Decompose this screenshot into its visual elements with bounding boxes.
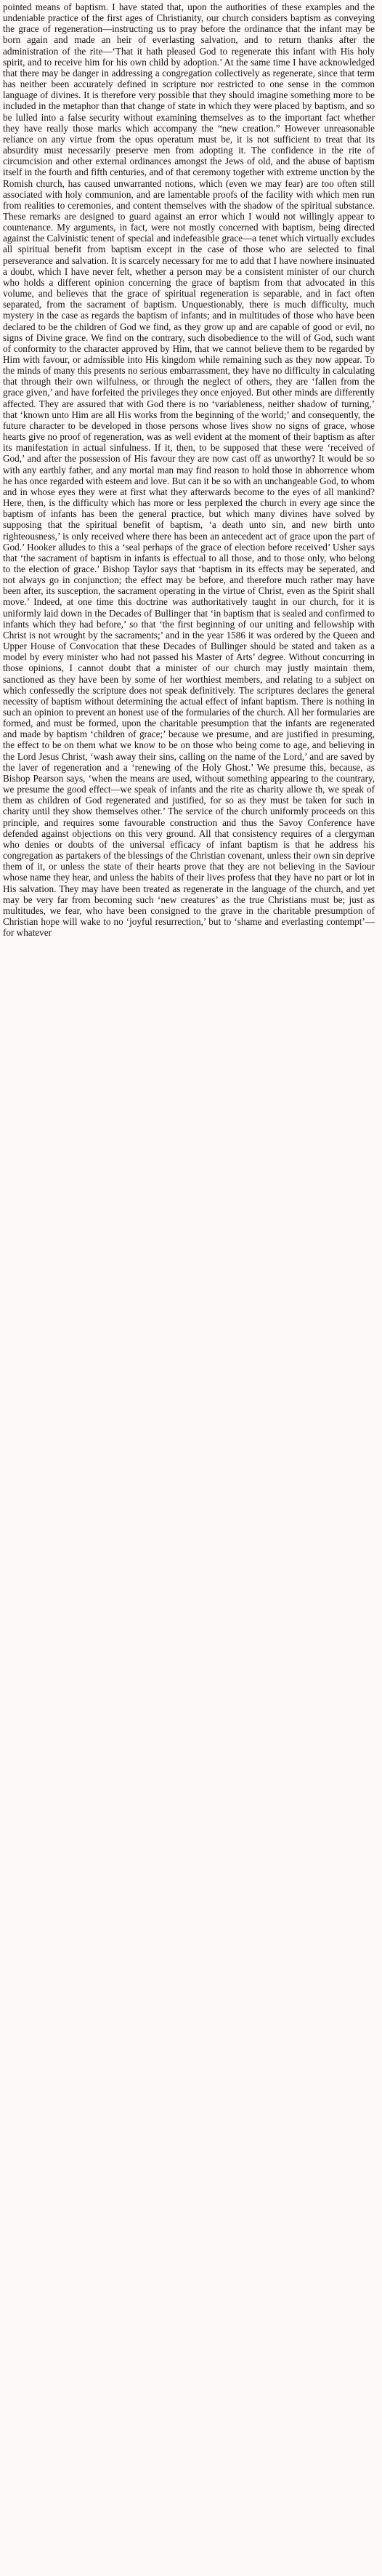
body-paragraph: pointed means of baptism. I have stated that, upon the authorities of these examples and the undeniable practice of the first ages of Christianity, our church considers baptism as conveying the grace of regeneration—instructing us to pray before the ordinance that the infant may be born again and made an heir of everlasting salvation, and to return thanks after the administration of the rite—‘That it hath pleased God to regenerate this infant with His holy spirit, and to receive him for his own child by adoption.’ At the same time I have acknowledged that there may be danger in addressing a congregation collectively as regenerate, since that term has neither been accurately defined in scripture nor restricted to one sense in the common language of divines. It is therefore very possible that they should imagine something more to be included in the metaphor than that change of state in which they were placed by baptism, and so be lulled into a false security without examining themselves as to the important fact whether they have really those marks which accompany the “new creation.” However unreasonable reliance on any virtue from the opus operatum must be, it is not sufficient to treat that its absurdity must necessarily preserve men from adopting it. The confidence in the rite of circumcision and other external ordinances amongst the Jews of old, and the abuse of baptism itself in the fourth and fifth centuries, and of that ceremony together with extreme unction by the Romish church, has caused unwarranted notions, which (even we may fear) are too often still associated with holy communion, and are lamentable proofs of the facility with which men run from realities to ceremonies, and content themselves with the shadow of the spiritual substance. These remarks are designed to guard against an error which I would not willingly appear to countenance. My arguments, in fact, were not mostly concerned with baptism, being directed against the Calvinistic tenent of special and indefeasible grace—a tenet which virtually excludes all spiritual benefit from baptism except in the case of those who are selected to final perseverance and salvation. It is scarcely necessary for me to add that I have nowhere insinuated a doubt, which I have never felt, whether a person may be a consistent minister of our church who holds a different opinion concerning the grace of baptism from that advocated in this volume, and believes that the grace of spiritual regeneration is separable, and in fact often separated, from the sacrament of baptism. Unquestionably, there is much difficulty, much mystery in the case as regards the baptism of infants; and in multitudes of those who have been declared to be the children of God we find, as they grow up and are capable of good or evil, no signs of Divine grace. We find on the contrary, such disobedience to the will of God, such want of conformity to the character approved by Him, that we cannot believe them to be regarded by Him with favour, or admissible into His kingdom while remaining such as they now appear. To the minds of many this presents no serious embarrassment, they have no difficulty in calculating that through their own wilfulness, or through the neglect of others, they are ‘fallen from the grace given,’ and have forfeited the privileges they once enjoyed. But other minds are differently affected. They are assured that with God there is no ‘variableness, neither shadow of turning,’ that ‘known unto Him are all His works from the beginning of the world;’ and consequently, the future character to be developed in those persons whose lives show no signs of grace, whose hearts give no proof of regeneration, was as well evident at the moment of their baptism as after its manifestation in actual sinfulness. If it, then, to be supposed that these were ‘received of God,’ and after the possession of His favour they are now cast off as unworthy? It would be so with any earthly father, and any mortal man may find reason to hold those in abhorrence whom he has once regarded with esteem and love. But can it be so with an unchangeable God, to whom and in whose eyes they were at first what they afterwards become to the eyes of all mankind? Here, then, is the difficulty which has more or less perplexed the church in every age since the baptism of infants has been the general practice, but which many divines have solved by supposing that the spiritual benefit of baptism, ‘a death unto sin, and new birth unto righteousness,’ is only received where there has been an antecedent act of grace upon the part of God.’ Hooker alludes to this a ‘seal perhaps of the grace of election before received’ Usher says that ‘the sacrament of baptism in infants is effectual to all those, and to those only, who belong to the election of grace.’ Bishop Taylor says that ‘baptism in its effects may be seperated, and not always go in conjunction; the effect may be before, and therefore much rather may have been after, its susception, the sacrament operating in the virtue of Christ, even as the Spirit shall move.’ Indeed, at one time this doctrine was authoritatively taught in our church, for it is uniformly laid down in the Decades of Bullinger that ‘in baptism that is sealed and confirmed to infants which they had before,’ so that ‘the first beginning of our uniting and fellowship with Christ is not wrought by the sacraments;’ and in the year 1586 it was ordered by the Queen and Upper House of Convocation that these Decades of Bullinger should be stated and taken as a model by every minister who had not passed his Master of Arts’ degree. Without concurring in those opinions, I cannot doubt that a minister of our church may justly maintain them, sanctioned as they have been by some of her worthiest members, and relating to a subject on which confessedly the scripture does not speak definitively. The scriptures declares the general necessity of baptism without determining the actual effect of infant baptism. There is nothing in such an opinion to prevent an honest use of the formularies of the church. All her formularies are formed, and must be formed, upon the charitable presumption that the infants are regenerated and made by baptism ‘children of grace;’ because we presume, and are justified in presuming, the effect to be on them what we know to be on those who being come to age, and believing in the Lord Jesus Christ, ‘wash away their sins, calling on the name of the Lord,’ and are saved by the laver of regeneration and a ‘renewing of the Holy Ghost.’ We presume this, because, as Bishop Pearson says, ‘when the means are used, without something appearing to the countrary, we presume the good effect—we speak of infants and the rite as charity allowe th, we speak of them as children of God regenerated and justified, for so as they must be taken for such in charity until they show themselves other.’ The service of the church uniformly proceeds on this principle, and requires some favourable construction and thus the Savoy Conference have defended against objections on this very ground. All that consistency requires of a clergyman who denies or doubts of the universal efficacy of infant baptism is that he address his congregation as partakers of the blessings of the Christian covenant, unless their own sin deprive them of it, or unless the state of their hearts prove that they are not believing in the Saviour whose name they hear, and unless the habits of their lives profess that they have no part or lot in His salvation. They may have been treated as regenerate in the language of the church, and yet may be very far from becoming such ‘new creatures’ as the true Christians must be; just as multitudes, we fear, who have been consigned to the grave in the charitable presumption of Christian hope will wake to no ‘joyful resurrection,’ but to ‘shame and everlasting contempt’—for whatever <box>3 1 375 939</box>
article-column <box>3 1 375 938</box>
